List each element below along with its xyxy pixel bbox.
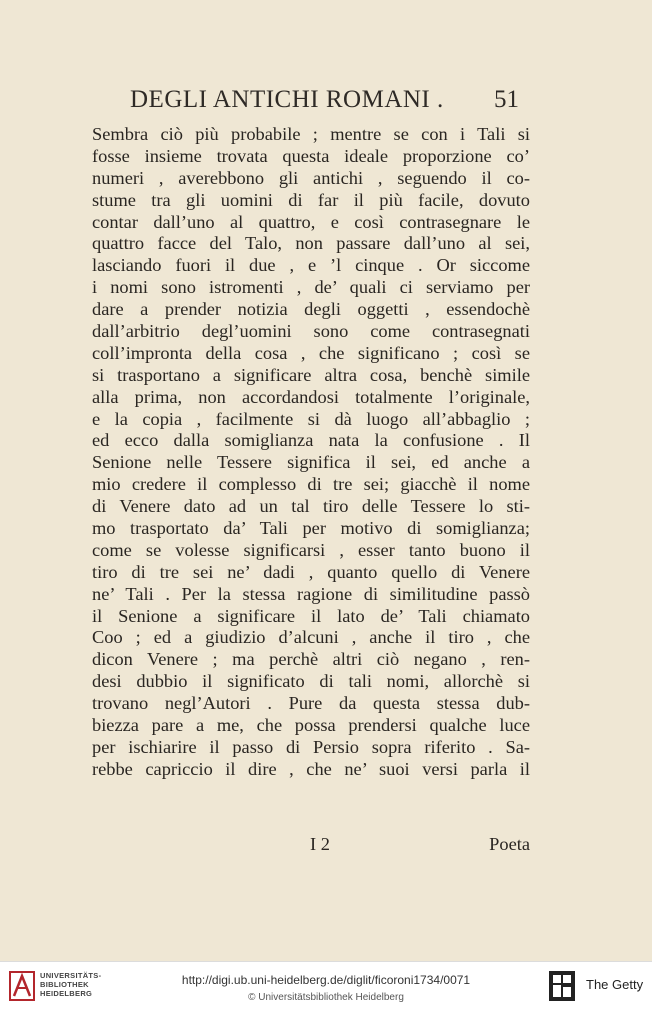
getty-name: The Getty [586,977,644,992]
text-line: per ischiarire il passo di Persio sopra riferito . Sa- [92,736,530,757]
text-line: ed ecco dalla somiglianza nata la confusione . Il [92,430,530,451]
getty-logo-icon[interactable] [548,970,576,1002]
text-line: coll’impronta della cosa , che significano ; così se [92,342,530,363]
catchword: Poeta [489,834,530,854]
text-line: alla prima, non accordandosi totalmente l’originale, [92,386,530,407]
text-line: rebbe capriccio il dire , che ne’ suoi versi parla il [92,758,530,779]
text-line: e la copia , facilmente si dà luogo all’abbaglio ; [92,408,530,429]
text-line: dicon Venere ; ma perchè altri ciò negano , ren- [92,649,530,670]
text-line: biezza pare a me, che possa prendersi qualche luce [92,715,530,736]
text-line: trovano negl’Autori . Pure da questa stessa dub- [92,693,530,714]
body-text [92,124,530,781]
text-line: mo trasportato da’ Tali per motivo di somiglianza; [92,518,530,539]
text-line: mio credere il complesso di tre sei; giacchè il nome [92,474,530,495]
text-line: i nomi sono istromenti , de’ quali ci serviamo per [92,277,530,298]
text-line: lasciando fuori il due , e ’l cinque . Or siccome [92,255,530,276]
library-name-line-1: UNIVERSITÄTS- [40,971,102,980]
viewer-footer-bar [0,961,652,1010]
text-line: desi dubbio il significato di tali nomi, allorchè si [92,671,530,692]
text-line: contar dall’uno al quattro, e così contrasegnare le [92,211,530,232]
text-line: il Senione a significare il lato de’ Tali chiamato [92,605,530,626]
page-footer [92,832,530,856]
running-title: DEGLI ANTICHI ROMANI . [130,86,444,113]
copyright-notice: © Universitätsbibliothek Heidelberg [248,992,404,1003]
text-line: si trasportano a significare altra cosa, benchè simile [92,364,530,385]
text-line: quattro facce del Talo, non passare dall’uno al sei, [92,233,530,254]
text-line: di Venere dato ad un tal tiro delle Tessere lo sti- [92,496,530,517]
page-number: 51 [494,86,519,113]
text-line: stume tra gli uomini di far il più facile, dovuto [92,189,530,210]
text-line: Sembra ciò più probabile ; mentre se con i Tali si [92,124,530,144]
text-line: fosse insieme trovata questa ideale proporzione co’ [92,145,530,166]
page-header [0,86,652,122]
text-line: Coo ; ed a giudizio d’alcuni , anche il tiro , che [92,627,530,648]
text-line: tiro di tre sei ne’ dadi , quanto quello di Venere [92,561,530,582]
text-line: come se volesse significarsi , esser tanto buono il [92,539,530,560]
text-line: dall’arbitrio degl’uomini sono come contrasegnati [92,321,530,342]
library-name-line-2: BIBLIOTHEK [40,980,89,989]
permalink-url[interactable]: http://digi.ub.uni-heidelberg.de/diglit/ficoroni1734/0071 [181,973,471,987]
library-name-line-3: HEIDELBERG [40,989,93,998]
signature-mark: I 2 [310,834,330,854]
text-line: Senione nelle Tessere significa il sei, ed anche a [92,452,530,473]
text-line: numeri , averebbono gli antichi , seguendo il co- [92,167,530,188]
text-line: dare a prender notizia degli oggetti , essendochè [92,299,530,320]
text-line: ne’ Tali . Per la stessa ragione di similitudine passò [92,583,530,604]
